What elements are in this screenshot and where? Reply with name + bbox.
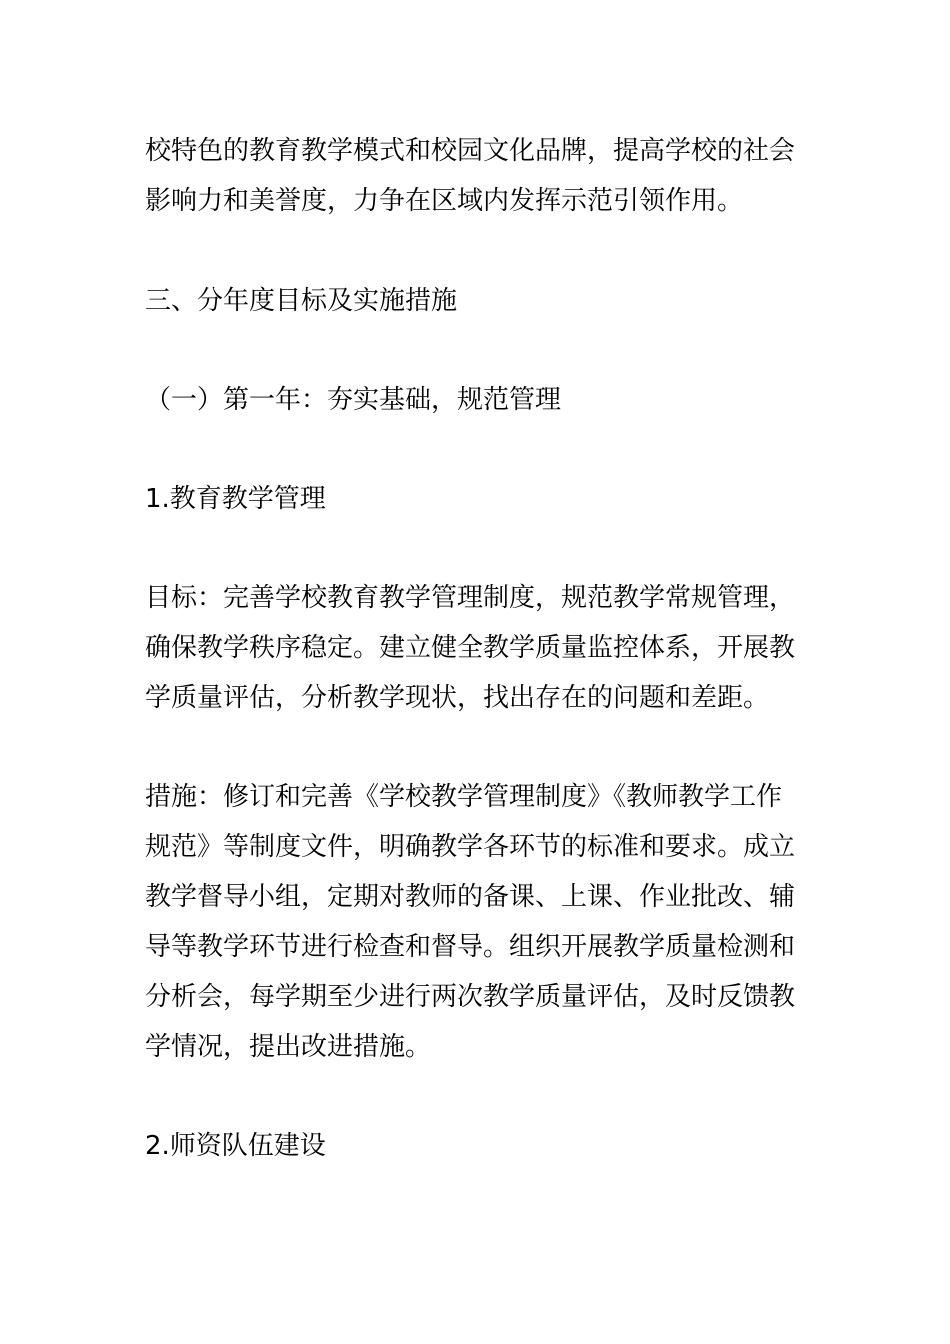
measures-paragraph-line-4: 导等教学环节进行检查和督导。组织开展教学质量检测和: [145, 932, 796, 962]
paragraph-continuation-line-2: 影响力和美誉度，力争在区域内发挥示范引领作用。: [145, 186, 744, 216]
item-heading-teaching-management: 1.教育教学管理: [145, 484, 326, 514]
measures-paragraph-line-5: 分析会，每学期至少进行两次教学质量评估，及时反馈教: [145, 982, 796, 1012]
measures-paragraph-line-2: 规范》等制度文件，明确教学各环节的标准和要求。成立: [145, 832, 796, 862]
goal-paragraph-line-1: 目标：完善学校教育教学管理制度，规范教学常规管理，: [145, 583, 796, 613]
section-heading: 三、分年度目标及实施措施: [145, 286, 458, 316]
measures-paragraph-line-1: 措施：修订和完善《学校教学管理制度》《教师教学工作: [145, 782, 783, 812]
measures-paragraph-line-6: 学情况，提出改进措施。: [145, 1032, 432, 1062]
paragraph-continuation-line-1: 校特色的教育教学模式和校园文化品牌，提高学校的社会: [145, 136, 796, 166]
item-heading-teacher-team: 2.师资队伍建设: [145, 1131, 326, 1161]
goal-paragraph-line-3: 学质量评估，分析教学现状，找出存在的问题和差距。: [145, 683, 770, 713]
subsection-heading: （一）第一年：夯实基础，规范管理: [145, 385, 562, 415]
goal-paragraph-line-2: 确保教学秩序稳定。建立健全教学质量监控体系，开展教: [145, 633, 796, 663]
measures-paragraph-line-3: 教学督导小组，定期对教师的备课、上课、作业批改、辅: [145, 882, 796, 912]
